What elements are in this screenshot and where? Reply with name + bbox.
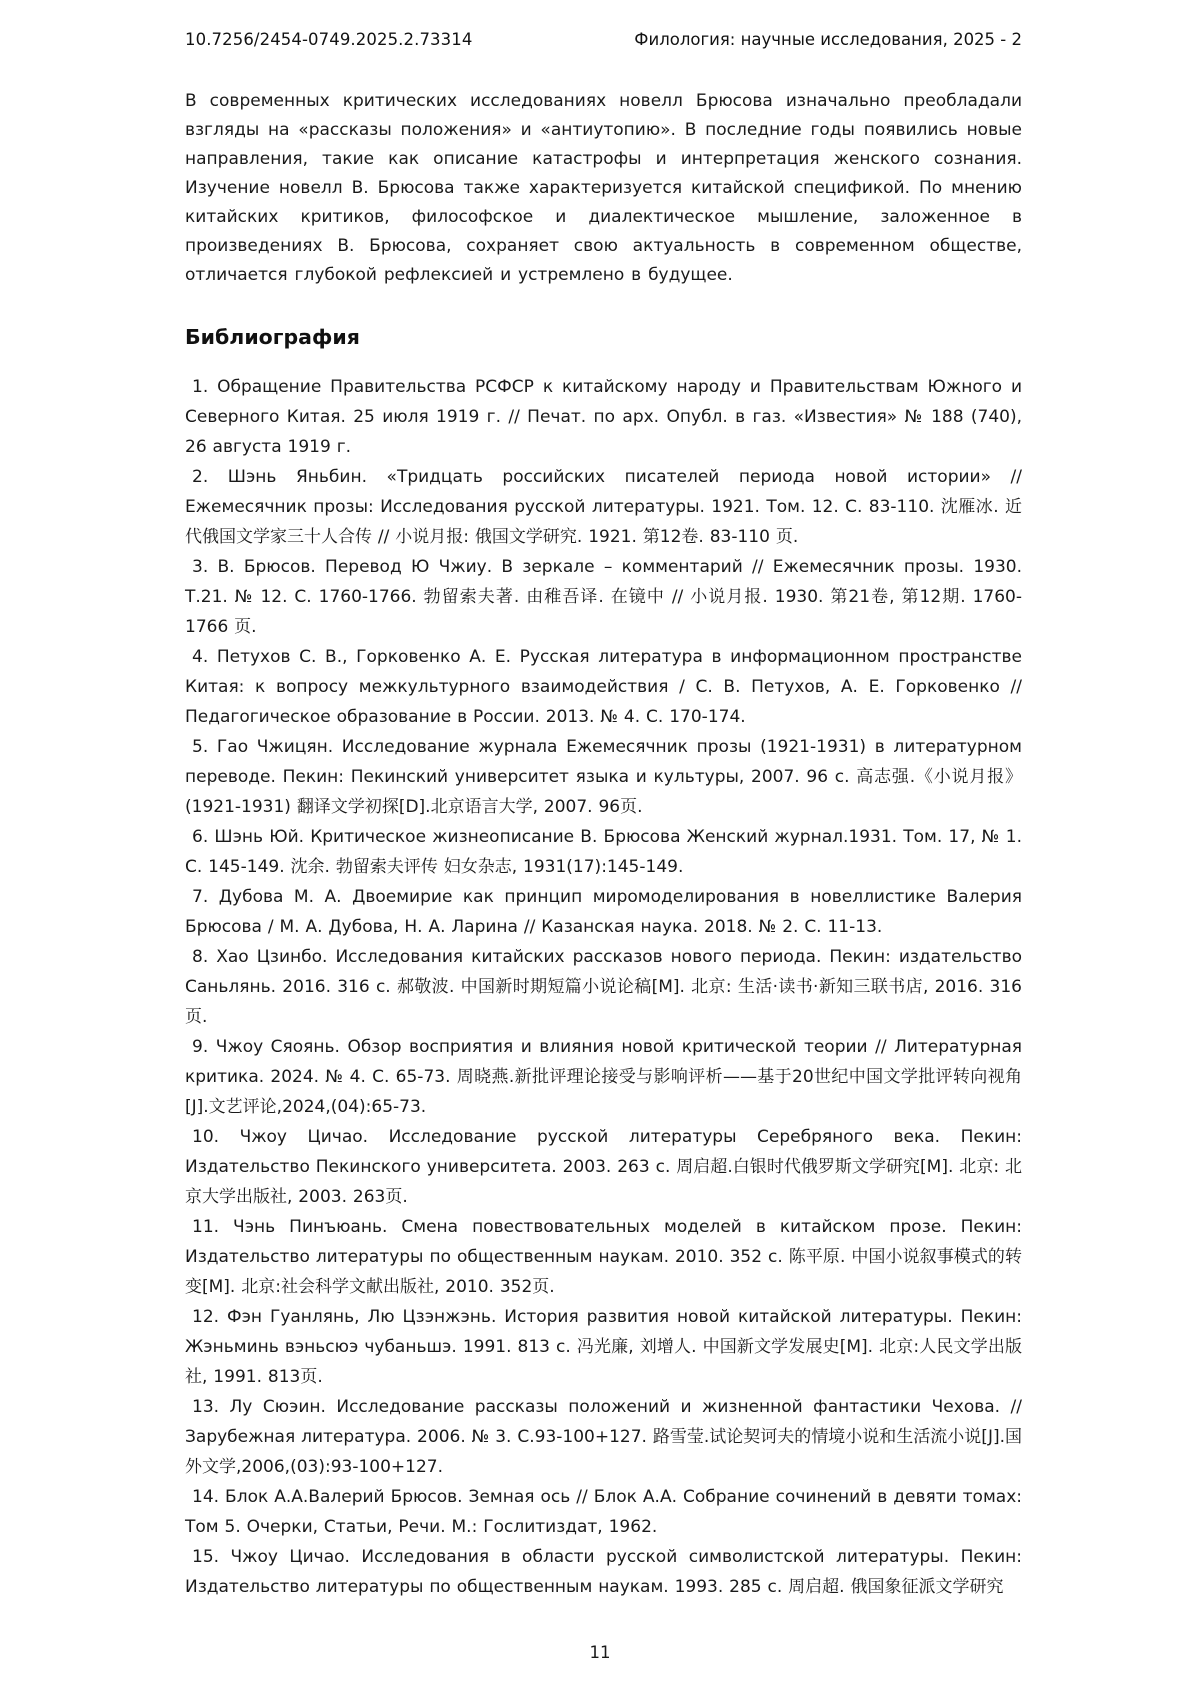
article-paragraph: В современных критических исследованиях новелл Брюсова изначально преобладали взгляды на «рассказы положения» и «антиутопию». В последние годы появились новые направления, такие как описание катастрофы и интерпретация женского сознания. Изучение новелл В. Брюсова также характеризуется китайской спецификой. По мнению китайских критиков, философское и диалектическое мышление, заложенное в произведениях В. Брюсова, сохраняет свою актуальность в современном обществе, отличается глубокой рефлексией и устремлено в будущее. bbox=[185, 91, 1022, 285]
bibliography-entry: 1. Обращение Правительства РСФСР к китайскому народу и Правительствам Южного и Северного Китая. 25 июля 1919 г. // Печат. по арх. Опубл. в газ. «Известия» № 188 (740), 26 августа 1919 г. bbox=[185, 377, 1022, 457]
bibliography-entry: 6. Шэнь Юй. Критическое жизнеописание В. Брюсова Женский журнал.1931. Том. 17, № 1. С. 145-149. 沈余. 勃留索夫评传 妇女杂志, 1931(17):145-149. bbox=[185, 827, 1022, 877]
bibliography-entry: 11. Чэнь Пинъюань. Смена повествовательных моделей в китайском прозе. Пекин: Издательство литературы по общественным наукам. 2010. 352 с. 陈平原. 中国小说叙事模式的转变[M]. 北京:社会科学文献出版社, 2010. 352页. bbox=[185, 1217, 1022, 1297]
bibliography-entry: 2. Шэнь Яньбин. «Тридцать российских писателей периода новой истории» // Ежемесячник прозы: Исследования русской литературы. 1921. Том. 12. С. 83-110. 沈雁冰. 近代俄国文学家三十人合传 // 小说月报: 俄国文学研究. 1921. 第12卷. 83-110 页. bbox=[185, 467, 1022, 547]
bibliography-entry: 5. Гао Чжицян. Исследование журнала Ежемесячник прозы (1921-1931) в литературном переводе. Пекин: Пекинский университет языка и культуры, 2007. 96 с. 高志强.《小说月报》(1921-1931) 翻译文学初探[D].北京语言大学, 2007. 96页. bbox=[185, 737, 1022, 817]
bibliography-entry: 14. Блок А.А.Валерий Брюсов. Земная ось // Блок А.А. Собрание сочинений в девяти томах: Том 5. Очерки, Статьи, Речи. М.: Гослитиздат, 1962. bbox=[185, 1487, 1022, 1537]
bibliography-entry: 4. Петухов С. В., Горковенко А. Е. Русская литература в информационном пространстве Китая: к вопросу межкультурного взаимодействия / С. В. Петухов, А. Е. Горковенко // Педагогическое образование в России. 2013. № 4. С. 170-174. bbox=[185, 647, 1022, 727]
doi-reference: 10.7256/2454-0749.2025.2.73314 bbox=[185, 30, 473, 49]
bibliography-entry: 7. Дубова М. А. Двоемирие как принцип миромоделирования в новеллистике Валерия Брюсова / М. А. Дубова, Н. А. Ларина // Казанская наука. 2018. № 2. С. 11-13. bbox=[185, 887, 1022, 937]
page-number: 11 bbox=[589, 1643, 611, 1662]
bibliography-list bbox=[185, 372, 1022, 1602]
bibliography-entry: 12. Фэн Гуанлянь, Лю Цзэнжэнь. История развития новой китайской литературы. Пекин: Жэньминь вэньсюэ чубаньшэ. 1991. 813 с. 冯光廉, 刘增人. 中国新文学发展史[M]. 北京:人民文学出版社, 1991. 813页. bbox=[185, 1307, 1022, 1387]
journal-running-title: Филология: научные исследования, 2025 - 2 bbox=[634, 30, 1022, 49]
bibliography-entry: 9. Чжоу Сяоянь. Обзор восприятия и влияния новой критической теории // Литературная критика. 2024. № 4. С. 65-73. 周晓燕.新批评理论接受与影响评析——基于20世纪中国文学批评转向视角[J].文艺评论,2024,(04):65-73. bbox=[185, 1037, 1022, 1117]
bibliography-entry: 13. Лу Сюэин. Исследование рассказы положений и жизненной фантастики Чехова. // Зарубежная литература. 2006. № 3. С.93-100+127. 路雪莹.试论契诃夫的情境小说和生活流小说[J].国外文学,2006,(03):93-100+127. bbox=[185, 1397, 1022, 1477]
bibliography-entry: 3. В. Брюсов. Перевод Ю Чжиу. В зеркале – комментарий // Ежемесячник прозы. 1930. Т.21. № 12. С. 1760-1766. 勃留索夫著. 由稚吾译. 在镜中 // 小说月报. 1930. 第21卷, 第12期. 1760-1766 页. bbox=[185, 557, 1022, 637]
page-header bbox=[185, 30, 1022, 49]
bibliography-entry: 15. Чжоу Цичао. Исследования в области русской символистской литературы. Пекин: Издательство литературы по общественным наукам. 1993. 285 с. 周启超. 俄国象征派文学研究 bbox=[185, 1547, 1022, 1597]
bibliography-entry: 8. Хао Цзинбо. Исследования китайских рассказов нового периода. Пекин: издательство Саньлянь. 2016. 316 с. 郝敬波. 中国新时期短篇小说论稿[M]. 北京: 生活·读书·新知三联书店, 2016. 316页. bbox=[185, 947, 1022, 1027]
bibliography-heading: Библиография bbox=[185, 325, 360, 349]
bibliography-entry: 10. Чжоу Цичао. Исследование русской литературы Серебряного века. Пекин: Издательство Пекинского университета. 2003. 263 с. 周启超.白银时代俄罗斯文学研究[M]. 北京: 北京大学出版社, 2003. 263页. bbox=[185, 1127, 1022, 1207]
